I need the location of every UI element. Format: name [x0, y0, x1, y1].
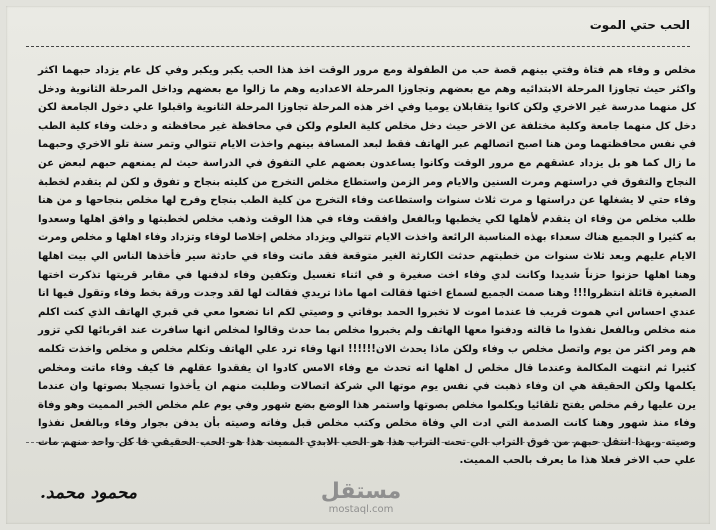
story-body: مخلص و وفاء هم فتاة وفتي بينهم قصة حب من الطفولة ومع مرور الوقت اخذ هذا الحب يكبر ويكبر وفي كل عام يزداد حبهما اكثر واكثر حيث تجاوزا المرحلة الابتدائيه وهم مع بعضهم وتجاوزا المرحلة الاعداديه وهم ما زالوا مع بعضهم وداخل المرحلة الثانوية ودخل كل منهما مدرسة غير الاخري ولكن كانوا يتقابلان يوميا وفي اخر هذه المرحلة تجاوزا المرحلة الثانوية واقبلوا علي دخول الجامعة لكن دخل كل منهما جامعة وكلية مختلفة عن الاخر حيث دخل مخلص كلية العلوم ولكن في محافظة غير محافظته و دخلت وفاء كلية الطب في نفس محافظتهما ومن هنا اصبح اتصالهم عبر الهاتف فقط لبعد المسافة بينهم واخذت الايام تتوالي وتمر سنة تلو الاخري وحبهما ما زال كما هو بل يزداد عشقهم مع مرور الوقت وكانوا يساعدون بعضهم علي التفوق في الدراسة حيث لم يمنعهم حبهم لبعض عن النجاح والتفوق في دراستهم ومرت السنين والايام ومر الزمن واستطاع مخلص التخرج من كليته بنجاح و تفوق و لكن لم يتقدم لخطبة وفاء حتي لا يشغلها عن دراستها و مرت ثلاث سنوات واستطاعت وفاء التخرج من كلية الطب بنجاح وفرح لها مخلص بنجاحها و من هنا طلب مخلص من وفاء ان يتقدم لأهلها لكي يخطبها وبالفعل وافقت وفاء في هذا الوقت وذهب مخلص لخطبتها و وافق اهلها وسعدوا به كثيرا و الجميع هناك سعداء بهذه المناسبة الرائعة واخذت الايام تتوالي ويزداد مخلص إخلاصا لوفاء وتزداد وفاء اهلها و مخلص ومرت الايام عليهم وبعد ثلاث سنوات من خطبتهم حدثت الكارثة الغير متوقعة فقد ماتت وفاء في حادثة سير فأخذها الناس الي بيت اهلها وهنا اهلها حزنوا حزناً شديدا وكانت لدي وفاء اخت صغيرة و في اثناء تغسيل وتكفين وفاء لدفنها في مقابر قريتها تذكرت اختها الصغيرة قائلة انتظروا!!! وهنا صمت الجميع لسماع اختها فقالت امها ماذا تريدي فقالت لها لقد وجدت ورقة بخط وفاء وتقول فيها انا عندي احساس اني هموت قريب فا عندما اموت لا تخبروا الحمد بوفاتي و وصيتي لكم انا تضعوا معي في قبري الهاتف الذي كنت اكلم منه مخلص وبالفعل نفذوا ما قالته ودفنوا معها الهاتف ولم يخبروا مخلص بما حدث وقالوا لمخلص انها سافرت عند اقربائها لكي تزور هم ومر اكثر من يوم واتصل مخلص ب وفاء ولكن ماذا يحدث الان!!!!!! انها وفاء ترد علي الهاتف وتكلم مخلص و مخلص واخذت تكلمه كثيرا ثم انتهت المكالمة وعندما قال مخلص ل اهلها انه تحدث مع وفاء الامس كادوا ان يفقدوا عقلهم فا كيف وفاء ماتت ومخلص يكلمها ولكن الحقيقة هي ان وفاء ذهبت في نفس يوم موتها الي شركة اتصالات وطلبت منهم ان يأخذوا تسجيلا بصوتها وان عندما يرن عليها رقم مخلص يفتح تلقائيا ويكلموا مخلص بصوتها واستمر هذا الوضع بضع شهور وفي يوم علم مخلص الخبر المميت وهو وفاة وفاء منذ شهور وهنا كانت الصدمة التي ادت الي وفاة مخلص وكتب مخلص قبل وفاته وصيته بأن يدفن بجوار وفاء وبالفعل نفذوا وصيته وبهذا انتقل حبهم من فوق التراب الي تحت التراب هذا هو الحب الابدي المميت هذا هو الحب الحقيقي فا كل واحد منهم مات علي حب الاخر فعلا هذا ما يعرف بالحب المميت.	[38, 65, 696, 467]
top-divider	[26, 46, 690, 47]
bottom-divider	[26, 442, 690, 443]
watermark-logo: مستقل	[320, 479, 402, 504]
mostaql-watermark	[316, 480, 406, 515]
watermark-url: mostaql.com	[328, 504, 394, 515]
story-title: الحب حتي الموت	[589, 18, 690, 32]
author-signature: محمود محمد.	[40, 483, 137, 503]
document-page	[6, 6, 710, 524]
